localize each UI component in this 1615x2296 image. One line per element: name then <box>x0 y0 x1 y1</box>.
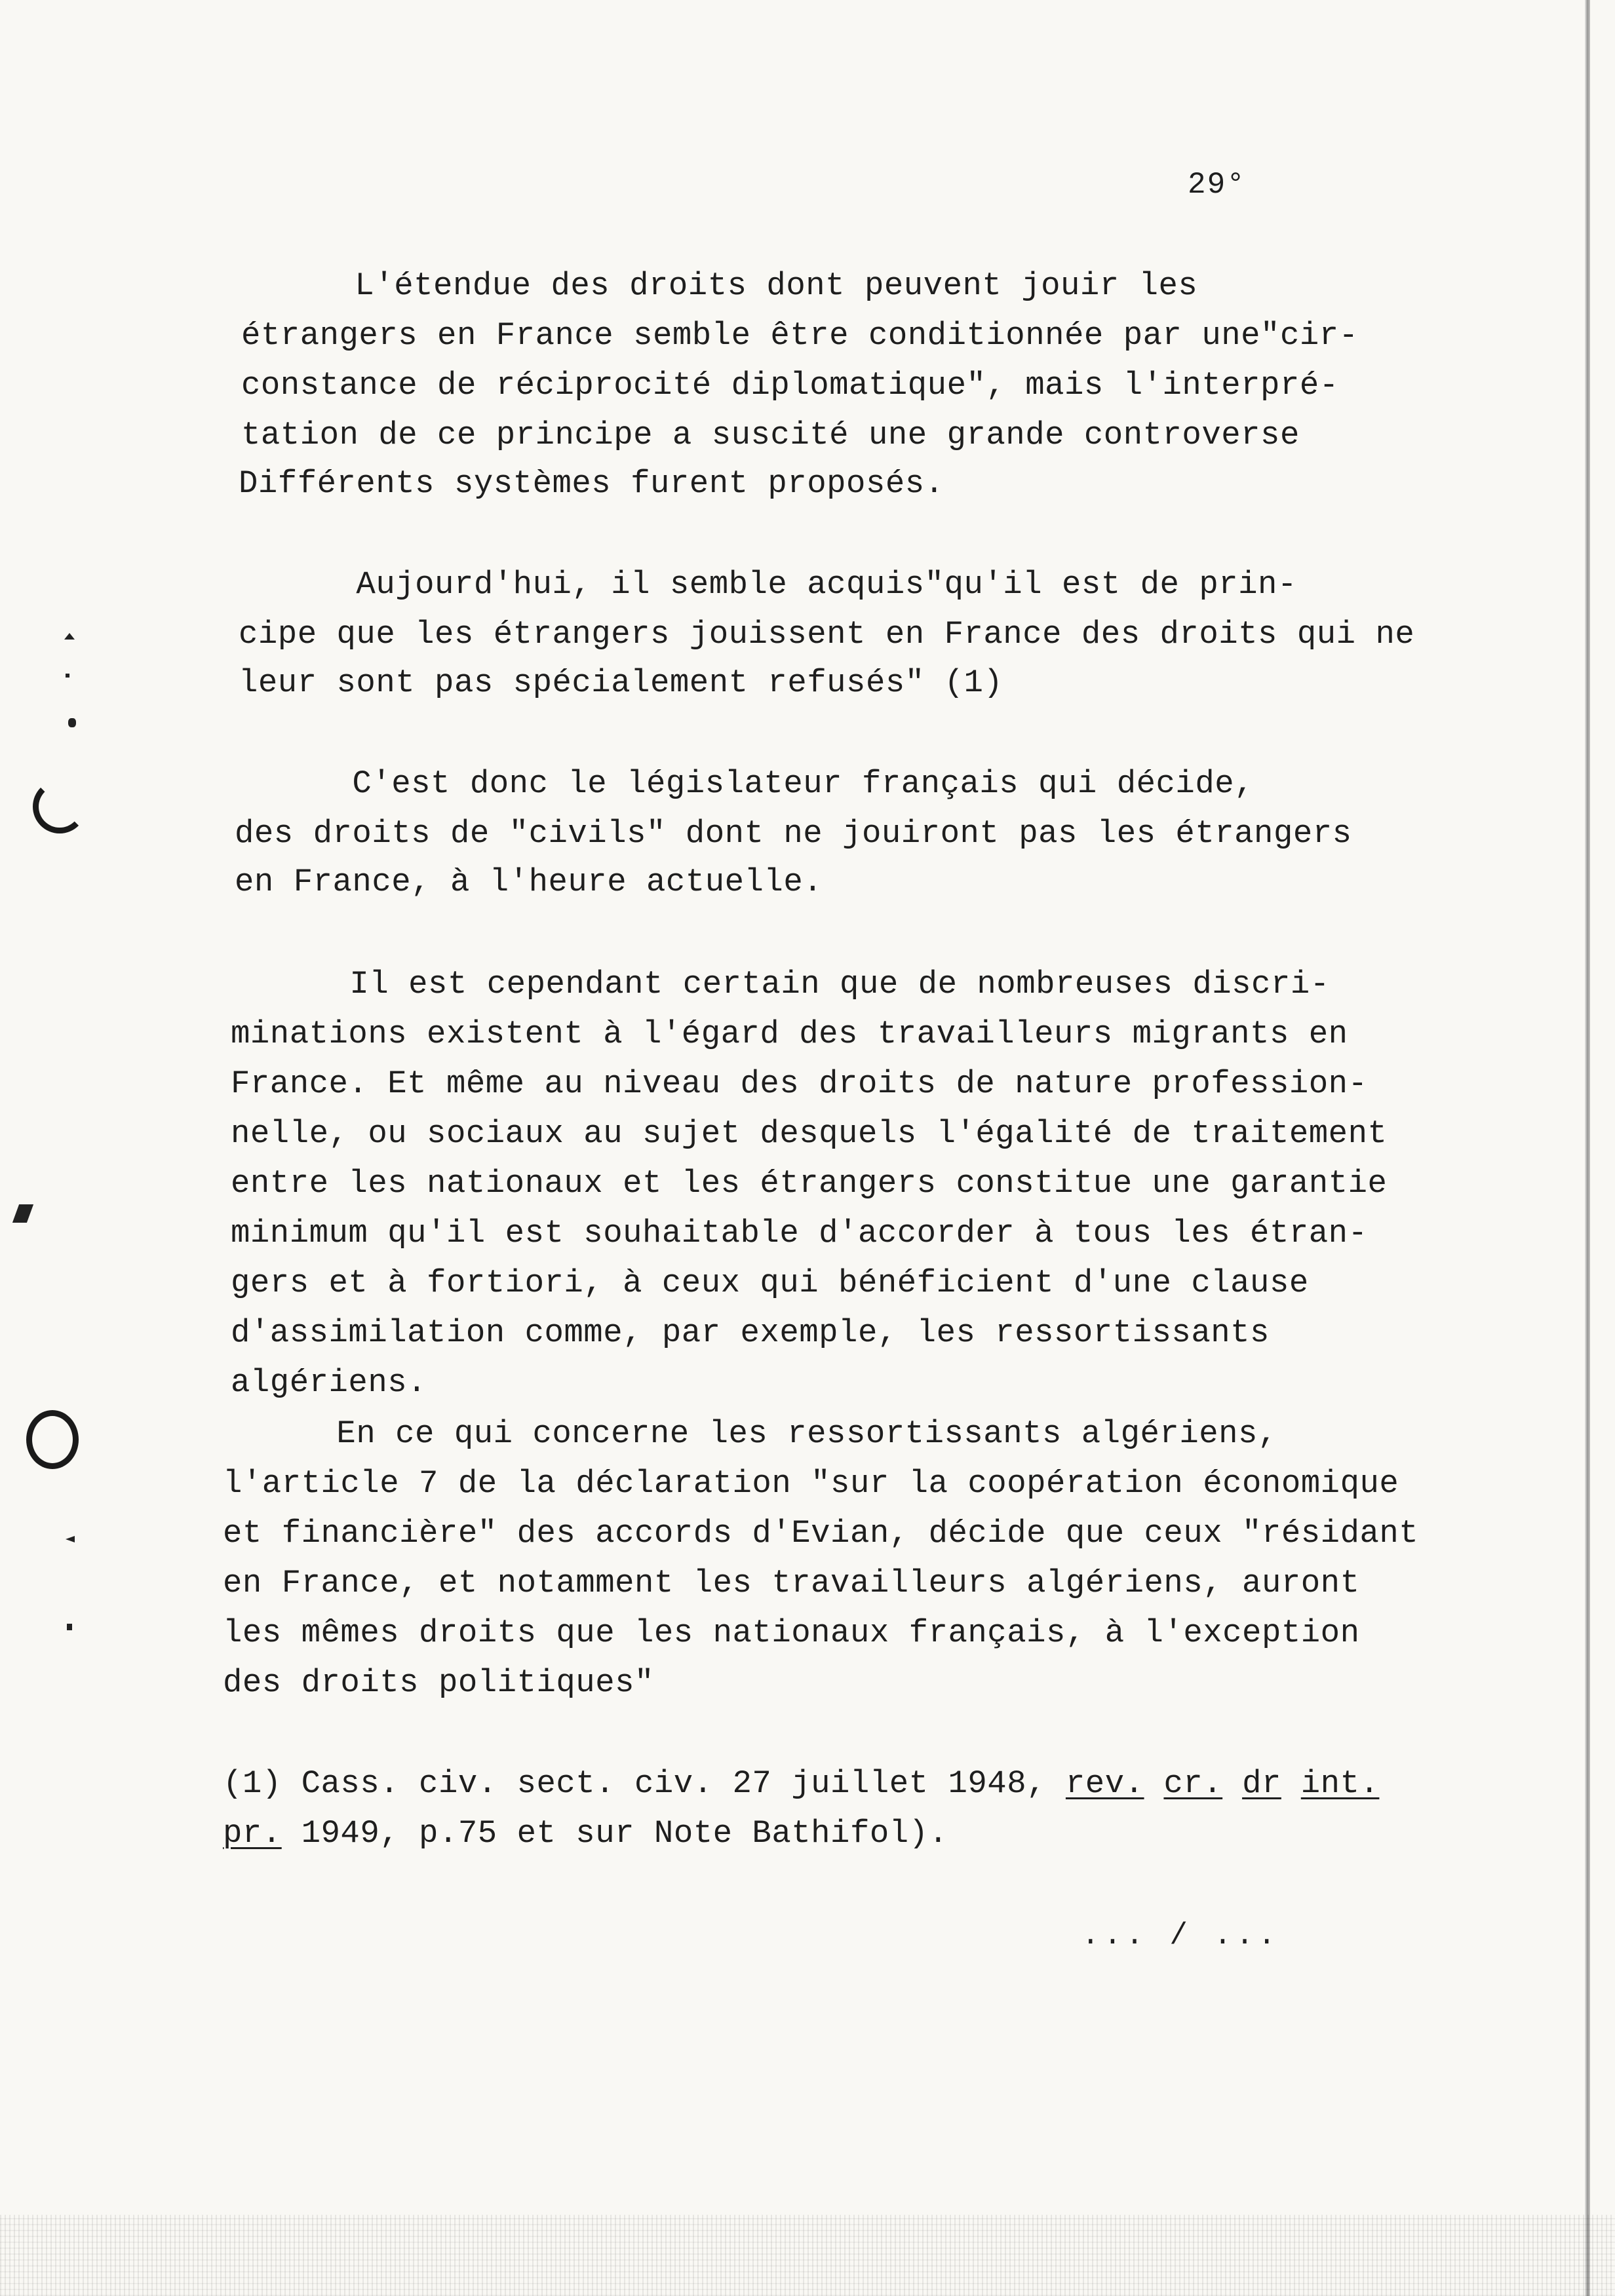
text-line: tation de ce principe a suscité une grande controverse <box>241 417 1300 453</box>
text-line: d'assimilation comme, par exemple, les ressortissants <box>231 1314 1270 1351</box>
footnote-line-1: (1) Cass. civ. sect. civ. 27 juillet 1948, rev. cr. dr int. <box>223 1765 1380 1802</box>
text-line: leur sont pas spécialement refusés" (1) <box>239 664 1003 701</box>
text-line: minimum qu'il est souhaitable d'accorder à tous les étran- <box>231 1215 1368 1252</box>
text-line: algériens. <box>231 1364 427 1401</box>
text-line: en France, et notamment les travailleurs algériens, auront <box>223 1565 1360 1601</box>
text-line: Il est cependant certain que de nombreuses discri- <box>232 966 1330 1003</box>
continuation-marker: ... / ... <box>1081 1919 1280 1953</box>
text-line: nelle, ou sociaux au sujet desquels l'égalité de traitement <box>231 1115 1388 1152</box>
text-line: L'étendue des droits dont peuvent jouir les <box>237 267 1198 304</box>
text-line: cipe que les étrangers jouissent en France des droits qui ne <box>239 616 1415 653</box>
text-line: gers et à fortiori, à ceux qui bénéficient d'une clause <box>231 1265 1309 1301</box>
text-line: des droits de "civils" dont ne jouiront pas les étrangers <box>235 815 1352 852</box>
page-number: 29° <box>1188 168 1246 202</box>
margin-mark <box>66 674 69 678</box>
scan-noise <box>0 2215 1615 2296</box>
text-line: En ce qui concerne les ressortissants algériens, <box>219 1415 1277 1452</box>
text-line: Aujourd'hui, il semble acquis"qu'il est de prin- <box>239 566 1297 603</box>
margin-mark <box>66 1536 75 1542</box>
margin-mark <box>12 1204 33 1223</box>
footnote-line-2: pr. 1949, p.75 et sur Note Bathifol). <box>223 1815 948 1852</box>
text-line: des droits politiques" <box>223 1664 654 1701</box>
margin-mark <box>68 718 76 727</box>
margin-mark <box>64 633 75 640</box>
text-line: minations existent à l'égard des travailleurs migrants en <box>231 1016 1348 1052</box>
text-line: France. Et même au niveau des droits de nature profession- <box>231 1065 1368 1102</box>
text-line: en France, à l'heure actuelle. <box>235 864 823 900</box>
text-line: l'article 7 de la déclaration "sur la coopération économique <box>223 1465 1399 1502</box>
text-line: et financière" des accords d'Evian, décide que ceux "résidant <box>223 1515 1419 1552</box>
text-line: entre les nationaux et les étrangers constitue une garantie <box>231 1165 1388 1202</box>
page-edge-shadow <box>1585 0 1590 2296</box>
text-line: Différents systèmes furent proposés. <box>239 465 944 502</box>
punch-hole <box>26 1410 79 1469</box>
text-line: les mêmes droits que les nationaux français, à l'exception <box>223 1615 1360 1651</box>
text-line: C'est donc le législateur français qui décide, <box>235 765 1255 802</box>
text-line: étrangers en France semble être conditionnée par une"cir- <box>241 317 1359 354</box>
punch-hole <box>33 780 87 833</box>
margin-mark <box>67 1624 72 1630</box>
text-line: constance de réciprocité diplomatique", mais l'interpré- <box>241 367 1339 404</box>
